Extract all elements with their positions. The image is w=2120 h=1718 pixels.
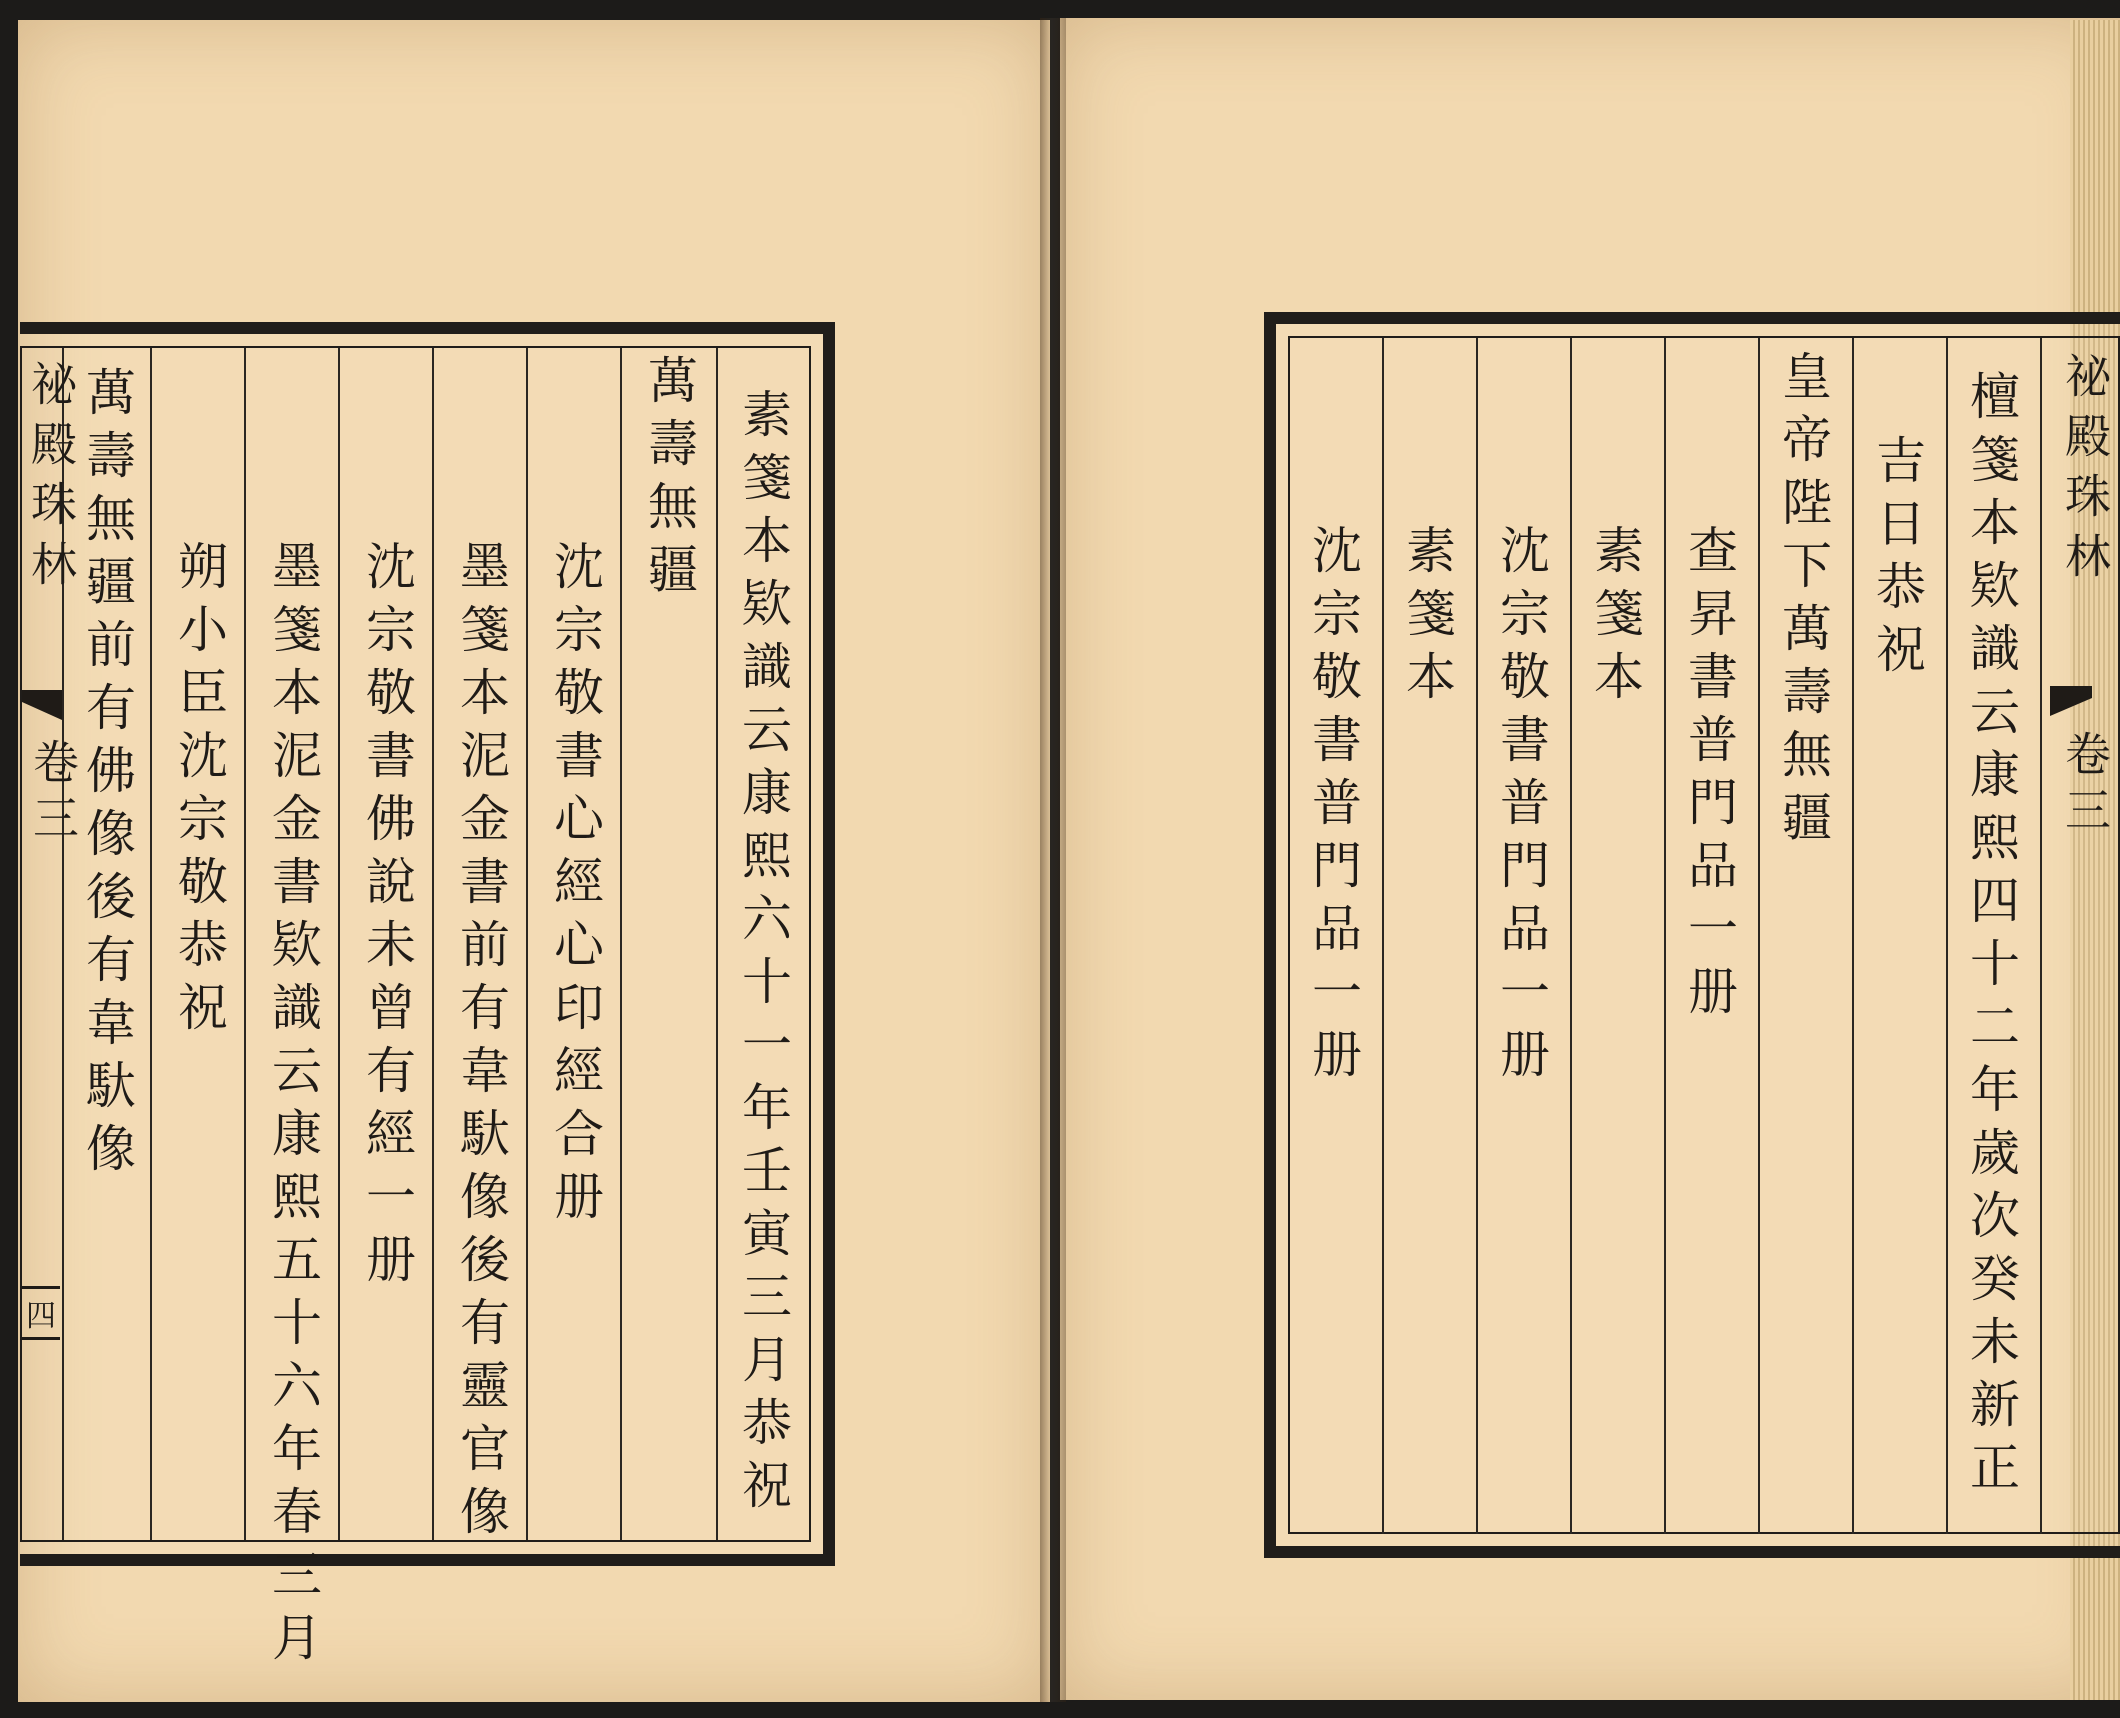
left-col-5: 沈宗敬書佛說未曾有經一册 — [358, 540, 416, 1296]
left-col-7: 朔小臣沈宗敬恭祝 — [170, 540, 228, 1044]
right-rule — [1382, 338, 1384, 1534]
left-col-1: 素箋本欵識云康熙六十一年壬寅三月恭祝 — [734, 388, 792, 1522]
right-rule — [1946, 338, 1948, 1534]
left-col-4: 墨箋本泥金書前有韋馱像後有靈官像 — [452, 540, 510, 1548]
left-col-2: 萬壽無疆 — [640, 354, 698, 606]
left-rule — [150, 348, 152, 1540]
right-rule — [1758, 338, 1760, 1534]
left-col-6: 墨箋本泥金書欵識云康熙五十六年春三月 — [264, 540, 322, 1674]
left-rule — [526, 348, 528, 1540]
right-rule — [1664, 338, 1666, 1534]
book-spine — [1040, 18, 1066, 1702]
right-rule — [2040, 338, 2042, 1534]
right-rule — [1476, 338, 1478, 1534]
right-margin-title: 祕殿珠林 — [2058, 352, 2112, 592]
left-col-3: 沈宗敬書心經心印經合册 — [546, 540, 604, 1233]
left-rule — [432, 348, 434, 1540]
right-col-5: 素箋本 — [1586, 524, 1644, 713]
right-col-2: 吉日恭祝 — [1868, 434, 1926, 686]
left-leaf-number: 四 — [22, 1286, 60, 1340]
left-rule — [244, 348, 246, 1540]
right-col-1: 檀箋本欵識云康熙四十二年歲次癸未新正 — [1962, 370, 2020, 1504]
left-margin-volume: 卷三 — [26, 738, 80, 850]
right-col-3: 皇帝陛下萬壽無疆 — [1774, 350, 1832, 854]
left-rule — [620, 348, 622, 1540]
right-col-8: 沈宗敬書普門品一册 — [1304, 524, 1362, 1091]
left-rule — [716, 348, 718, 1540]
right-rule — [1570, 338, 1572, 1534]
left-margin-title: 祕殿珠林 — [24, 360, 78, 600]
right-col-7: 素箋本 — [1398, 524, 1456, 713]
left-text-frame — [20, 322, 835, 1566]
right-col-6: 沈宗敬書普門品一册 — [1492, 524, 1550, 1091]
left-col-8: 萬壽無疆前有佛像後有韋馱像 — [78, 366, 136, 1185]
right-margin-volume: 卷三 — [2058, 730, 2112, 842]
left-rule — [338, 348, 340, 1540]
right-rule — [1852, 338, 1854, 1534]
right-col-4: 查昇書普門品一册 — [1680, 524, 1738, 1028]
